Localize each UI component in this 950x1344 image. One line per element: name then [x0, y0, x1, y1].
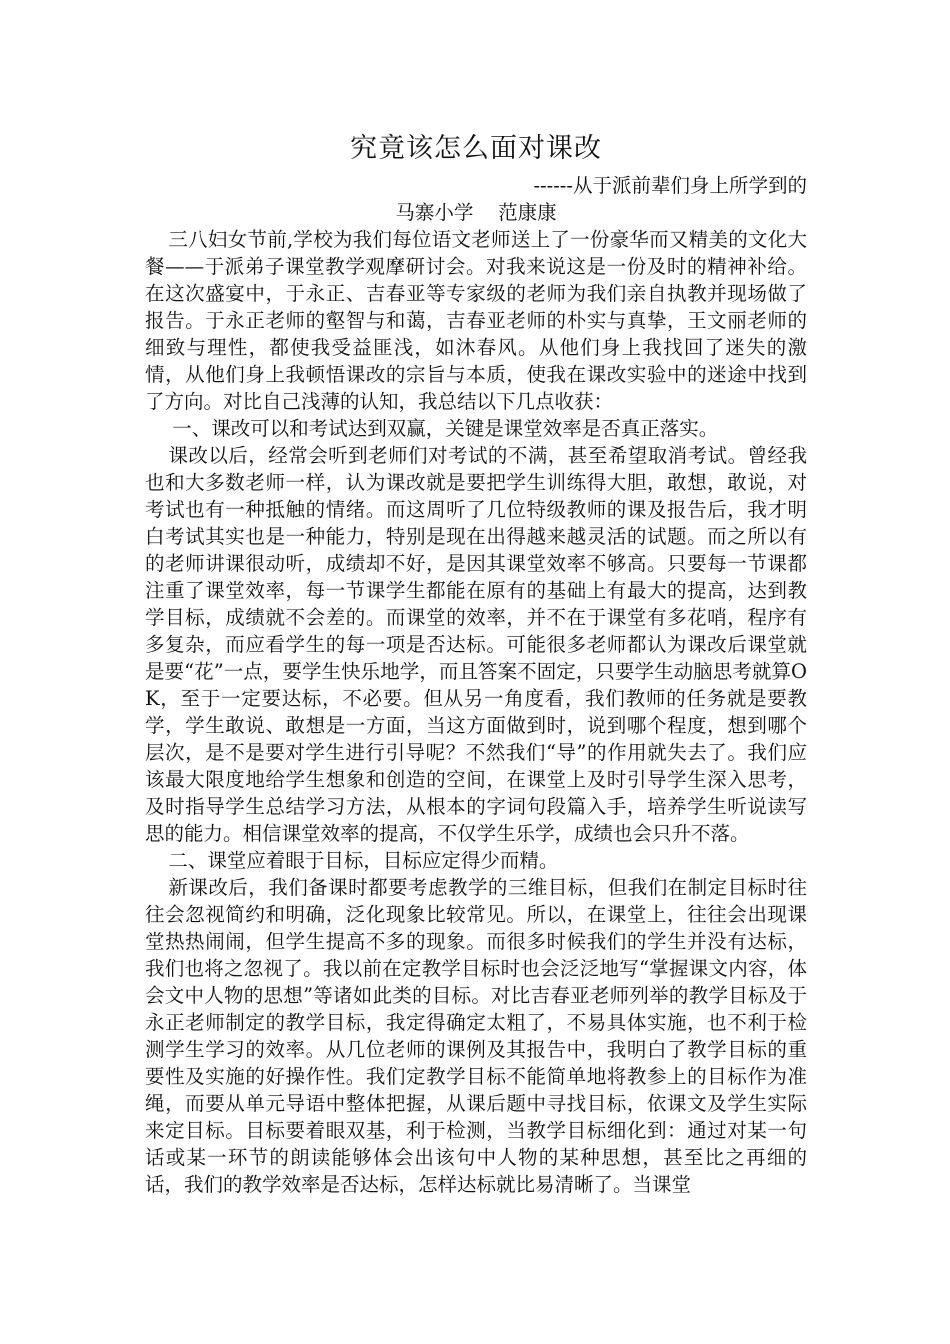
document-title: 究竟该怎么面对课改: [350, 133, 602, 164]
section-heading-1: 一、课改可以和考试达到双赢，关键是课堂效率是否真正落实。: [172, 417, 719, 440]
document-author: 马寨小学 范康康: [395, 201, 557, 224]
document-page: [145, 130, 807, 1198]
intro-paragraph: 三八妇女节前,学校为我们每位语文老师送上了一份豪华而又精美的文化大餐——于派弟子课堂教学观摩研讨会。对我来说这是一份及时的精神补给。在这次盛宴中，于永正、吉春亚等专家级的老师为我们亲自执教并现场做了报告。于永正老师的壑智与和蔼，吉春亚老师的朴实与真挚，王文丽老师的细致与理性，都使我受益匪浅，如沐春风。从他们身上我找回了迷失的激情，从他们身上我顿悟课改的宗旨与本质，使我在课改实验中的迷途中找到了方向。对比自己浅薄的认知，我总结以下几点收获：: [145, 228, 807, 413]
document-subtitle: ------从于派前辈们身上所学到的: [533, 174, 807, 197]
section-heading-2: 二、课堂应着眼于目标，目标应定得少而精。: [168, 849, 559, 872]
body-paragraph-1: 课改以后，经常会听到老师们对考试的不满，甚至希望取消考试。曾经我也和大多数老师一样，认为课改就是要把学生训练得大胆，敢想，敢说，对考试也有一种抵触的情绪。而这周听了几位特级教师的课及报告后，我才明白考试其实也是一种能力，特别是现在出得越来越灵活的试题。而之所以有的老师讲课很动听，成绩却不好，是因其课堂效率不够高。只要每一节课都注重了课堂效率，每一节课学生都能在原有的基础上有最大的提高，达到教学目标，成绩就不会差的。而课堂的效率，并不在于课堂有多花哨，程序有多复杂，而应看学生的每一项是否达标。可能很多老师都认为课改后课堂就是要“花”一点，要学生快乐地学，而且答案不固定，只要学生动脑思考就算OK，至于一定要达标，不必要。但从另一角度看，我们教师的任务就是要教学，学生敢说、敢想是一方面，当这方面做到时，说到哪个程度，想到哪个层次，是不是要对学生进行引导呢？不然我们“导”的作用就失去了。我们应该最大限度地给学生想象和创造的空间，在课堂上及时引导学生深入思考，及时指导学生总结学习方法，从根本的字词句段篇入手，培养学生听说读写思的能力。相信课堂效率的提高，不仅学生乐学，成绩也会只升不落。: [145, 444, 807, 845]
body-paragraph-2: 新课改后，我们备课时都要考虑教学的三维目标，但我们在制定目标时往往会忽视简约和明确，泛化现象比较常见。所以，在课堂上，往往会出现课堂热热闹闹，但学生提高不多的现象。而很多时候我们的学生并没有达标，我们也将之忽视了。我以前在定教学目标时也会泛泛地写“掌握课文内容，体会文中人物的思想”等诸如此类的目标。对比吉春亚老师列举的教学目标及于永正老师制定的教学目标，我定得确定太粗了，不易具体实施，也不利于检测学生学习的效率。从几位老师的课例及其报告中，我明白了教学目标的重要性及实施的好操作性。我们定教学目标不能简单地将教参上的目标作为准绳，而要从单元导语中整体把握，从课后题中寻找目标，依课文及学生实际来定目标。目标要着眼双基，利于检测，当教学目标细化到：通过对某一句话或某一环节的朗读能够体会出该句中人物的某种思想，甚至比之再细的话，我们的教学效率是否达标，怎样达标就比易清晰了。当课堂: [145, 876, 807, 1196]
